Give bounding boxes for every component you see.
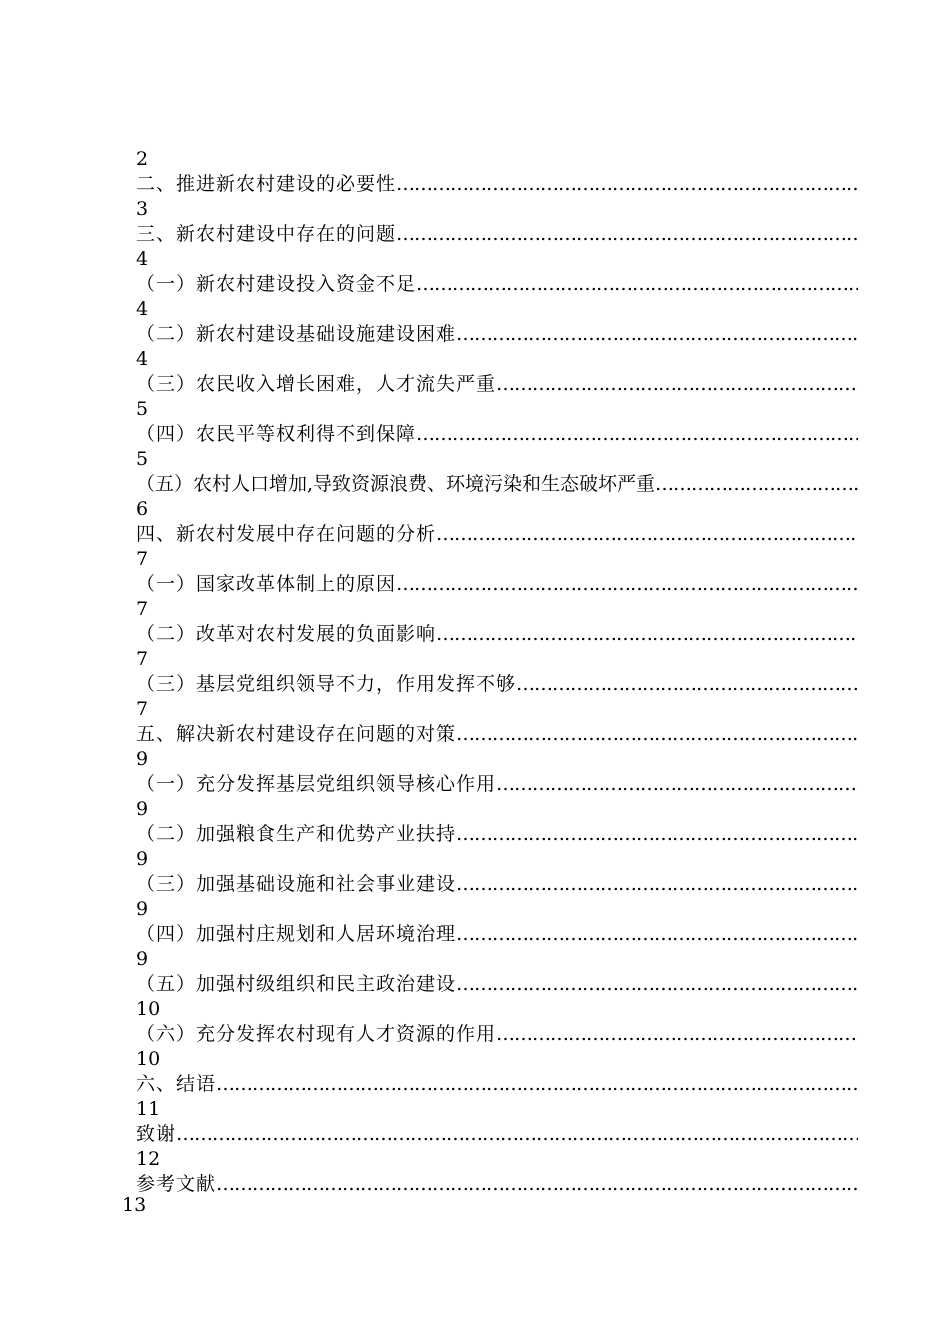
toc-entry: [136, 1070, 858, 1098]
page-number: 5: [136, 398, 149, 420]
page-number: 5: [136, 448, 149, 470]
dot-leader: [396, 570, 858, 598]
toc-entry: [136, 770, 858, 798]
toc-entry: [136, 920, 858, 948]
toc-entry: [136, 570, 858, 598]
toc-entry-title: （三）加强基础设施和社会事业建设: [136, 873, 457, 895]
toc-entry: [136, 370, 858, 398]
toc-entry-title: 致谢: [136, 1123, 177, 1145]
page-number: 6: [136, 498, 149, 520]
toc-entry-title: （一）新农村建设投入资金不足: [136, 273, 417, 295]
dot-leader: [655, 470, 858, 498]
page-number: 3: [136, 198, 149, 220]
toc-entry-title: （四）农民平等权利得不到保障: [136, 423, 417, 445]
toc-entry-title: 四、新农村发展中存在问题的分析: [136, 523, 437, 545]
toc-entry: [136, 970, 858, 998]
dot-leader: [456, 820, 858, 848]
toc-entry: [136, 670, 858, 698]
page-number: 9: [136, 748, 149, 770]
page-number: 9: [136, 798, 149, 820]
toc-entry-title: （二）加强粮食生产和优势产业扶持: [136, 823, 457, 845]
dot-leader: [456, 870, 858, 898]
toc-entry-title: （三）农民收入增长困难，人才流失严重: [136, 373, 497, 395]
toc-entry: [136, 320, 858, 348]
toc-entry-title: （四）加强村庄规划和人居环境治理: [136, 923, 457, 945]
toc-entry-title: 参考文献: [136, 1173, 217, 1195]
toc-entry-title: 二、推进新农村建设的必要性: [136, 173, 397, 195]
page-number: 7: [136, 648, 149, 670]
toc-entry: [136, 820, 858, 848]
dot-leader: [496, 1020, 858, 1048]
page-number: 2: [136, 148, 149, 170]
toc-entry-title: （六）充分发挥农村现有人才资源的作用: [136, 1023, 497, 1045]
page-number: 7: [136, 598, 149, 620]
page-number: 9: [136, 948, 149, 970]
page-number: 7: [136, 698, 149, 720]
page-number: 9: [136, 898, 149, 920]
toc-entry-title: （一）国家改革体制上的原因: [136, 573, 397, 595]
toc-entry-title: 六、结语: [136, 1073, 217, 1095]
toc-entry: [136, 420, 858, 448]
dot-leader: [396, 170, 858, 198]
toc-entry-title: 三、新农村建设中存在的问题: [136, 223, 397, 245]
page-number: 10: [136, 998, 161, 1020]
dot-leader: [436, 620, 858, 648]
toc-entry-title: （五）加强村级组织和民主政治建设: [136, 973, 457, 995]
dot-leader: [416, 420, 858, 448]
dot-leader: [496, 770, 858, 798]
dot-leader: [216, 1070, 858, 1098]
toc-entry-title: （一）充分发挥基层党组织领导核心作用: [136, 773, 497, 795]
page-number: 13: [122, 1194, 147, 1216]
dot-leader: [396, 220, 858, 248]
table-of-contents: [136, 148, 858, 1198]
toc-entry: [136, 720, 858, 748]
page-number: 11: [136, 1098, 161, 1120]
dot-leader: [216, 1170, 858, 1198]
dot-leader: [456, 320, 858, 348]
dot-leader: [516, 670, 858, 698]
dot-leader: [496, 370, 858, 398]
page-number: 12: [136, 1148, 161, 1170]
dot-leader: [436, 520, 858, 548]
toc-entry: [136, 620, 858, 648]
toc-entry: [136, 170, 858, 198]
toc-entry: [136, 270, 858, 298]
dot-leader: [456, 720, 858, 748]
toc-entry-title: （二）改革对农村发展的负面影响: [136, 623, 437, 645]
toc-entry-title: （三）基层党组织领导不力，作用发挥不够: [136, 673, 517, 695]
toc-entry-title: （五）农村人口增加,导致资源浪费、环境污染和生态破坏严重: [136, 473, 656, 495]
dot-leader: [456, 920, 858, 948]
toc-entry: [136, 870, 858, 898]
page-number: 9: [136, 848, 149, 870]
page-number: 4: [136, 298, 149, 320]
toc-entry: [136, 1170, 858, 1198]
page-number: 10: [136, 1048, 161, 1070]
toc-entry: [136, 220, 858, 248]
toc-entry-title: （二）新农村建设基础设施建设困难: [136, 323, 457, 345]
dot-leader: [456, 970, 858, 998]
page-number: 4: [136, 248, 149, 270]
toc-entry: [136, 1120, 858, 1148]
toc-entry: [136, 470, 858, 498]
dot-leader: [176, 1120, 858, 1148]
page-number: 4: [136, 348, 149, 370]
toc-entry: [136, 1020, 858, 1048]
toc-entry-title: 五、解决新农村建设存在问题的对策: [136, 723, 457, 745]
dot-leader: [416, 270, 858, 298]
page-number: 7: [136, 548, 149, 570]
toc-entry: [136, 520, 858, 548]
